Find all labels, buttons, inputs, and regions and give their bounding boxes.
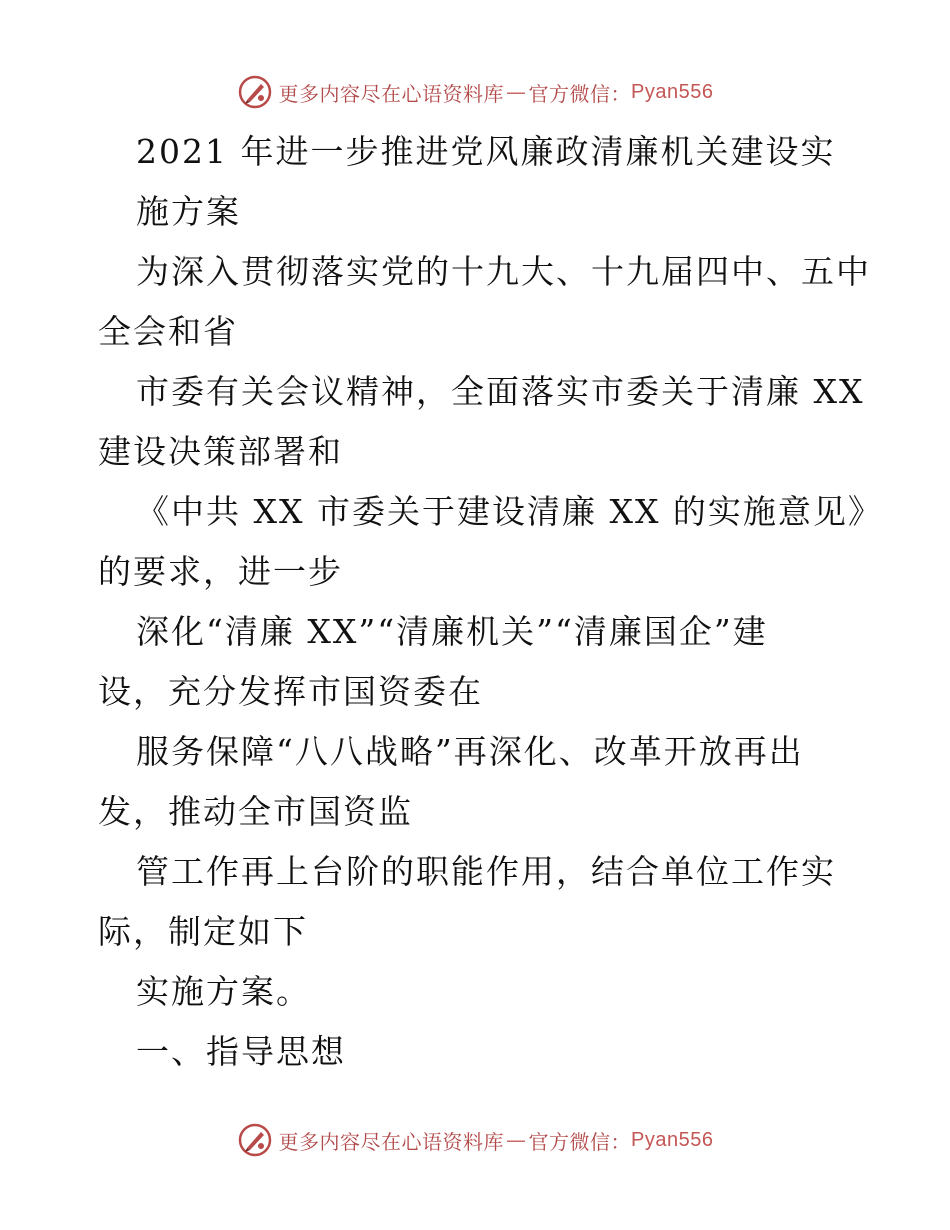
watermark-dash: — (506, 80, 527, 104)
document-body (98, 122, 883, 1082)
doc-paragraph-line: 服务保障“八八战略”再深化、改革开放再出 (136, 732, 804, 771)
quill-logo-icon (237, 1122, 273, 1158)
doc-paragraph-line: 全会和省 (98, 312, 238, 351)
doc-paragraph-line: 管工作再上台阶的职能作用，结合单位工作实 (136, 852, 836, 891)
doc-paragraph-line: 为深入贯彻落实党的十九大、十九届四中、五中 (136, 252, 871, 291)
watermark-wechat-label: 官方微信： (528, 1129, 632, 1154)
watermark-wechat-id: Pyan556 (631, 80, 714, 103)
watermark-wechat-id: Pyan556 (631, 1128, 714, 1151)
doc-paragraph-line: 际，制定如下 (98, 912, 308, 951)
doc-title-line-1: 2021 年进一步推进党风廉政清廉机关建设实 (136, 132, 836, 171)
doc-paragraph-line: 设，充分发挥市国资委在 (98, 672, 483, 711)
footer-watermark (0, 1120, 950, 1160)
doc-paragraph-line: 深化“清廉 XX”“清廉机关”“清廉国企”建 (136, 612, 768, 651)
doc-paragraph-line: 实施方案。 (136, 972, 311, 1011)
watermark-wechat-label: 官方微信： (528, 81, 632, 106)
watermark-dash: — (506, 1128, 527, 1152)
header-watermark (0, 72, 950, 112)
watermark-text: 更多内容尽在心语资料库 (278, 81, 505, 106)
doc-paragraph-line: 市委有关会议精神，全面落实市委关于清廉 XX (136, 372, 865, 411)
section-heading: 一、指导思想 (136, 1032, 346, 1071)
doc-title-line-2: 施方案 (136, 192, 241, 231)
quill-logo-icon (237, 74, 273, 110)
doc-paragraph-line: 建设决策部署和 (98, 432, 343, 471)
doc-paragraph-line: 的要求，进一步 (98, 552, 343, 591)
watermark-text: 更多内容尽在心语资料库 (278, 1129, 505, 1154)
doc-paragraph-line: 发，推动全市国资监 (98, 792, 413, 831)
doc-paragraph-line: 《中共 XX 市委关于建设清廉 XX 的实施意见》 (136, 492, 883, 531)
